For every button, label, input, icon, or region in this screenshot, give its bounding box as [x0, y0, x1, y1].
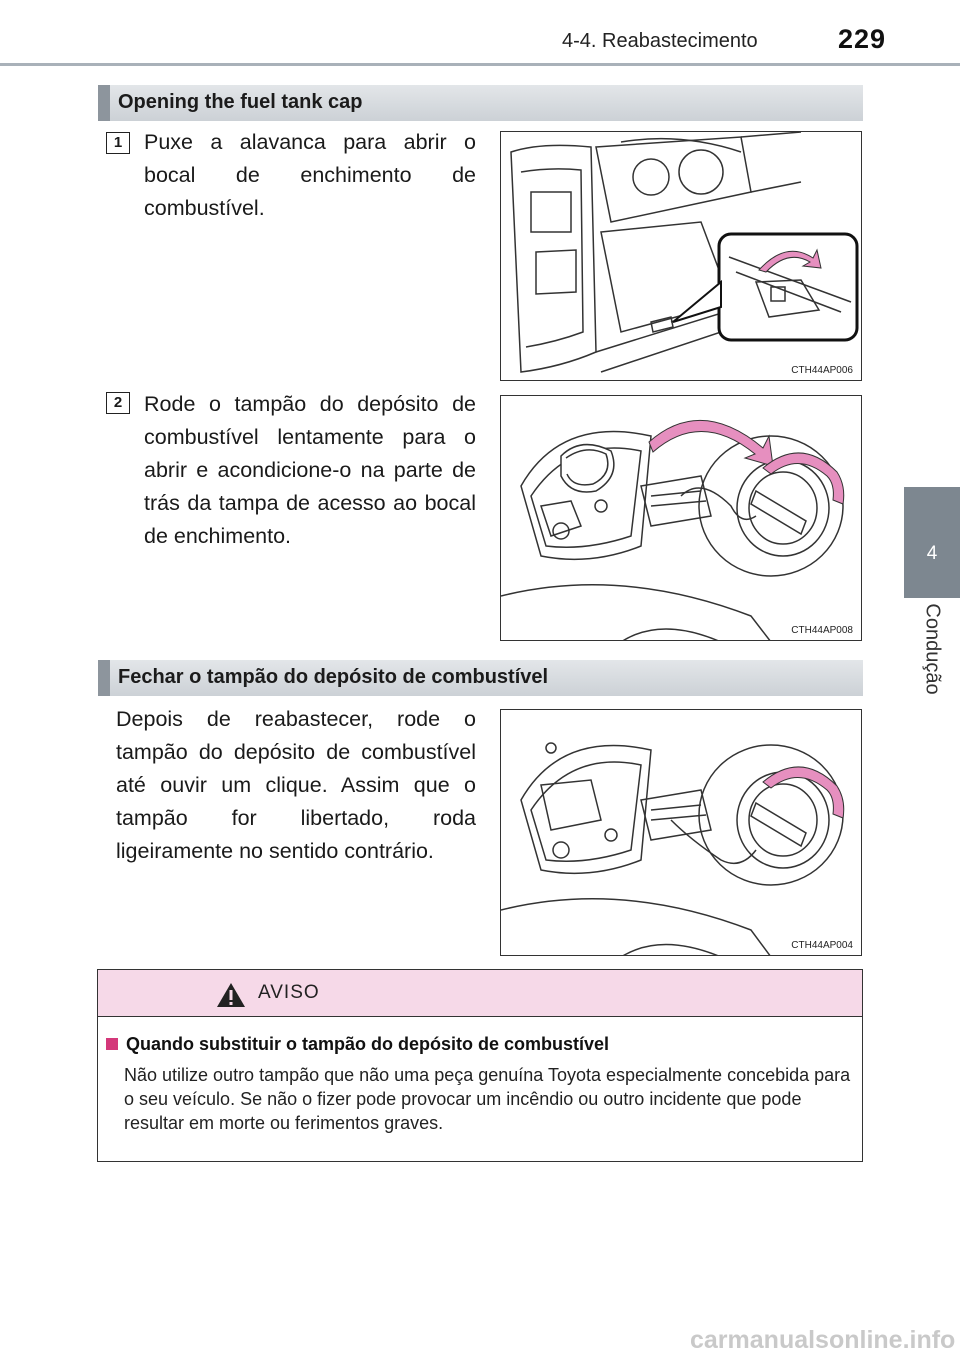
step-2-text: Rode o tampão do depósito de combustível lentamente para o abrir e acondicione-o na parte de trás da tampa de acesso ao bocal de enchimento. [144, 392, 476, 548]
warning-title: AVISO [258, 982, 320, 1003]
step-number-badge: 1 [106, 132, 130, 154]
section-heading-text: Opening the fuel tank cap [118, 91, 363, 113]
chapter-tab [904, 487, 960, 598]
bullet-square-icon [106, 1038, 118, 1050]
warning-header [98, 970, 862, 1017]
page-number: 229 [838, 24, 887, 54]
warning-box [97, 969, 863, 1162]
warning-triangle-icon [215, 981, 247, 1009]
watermark: carmanualsonline.info [690, 1326, 956, 1354]
header-section-title: 4-4. Reabastecimento [562, 30, 758, 52]
chapter-label [907, 604, 957, 694]
step-1-text: Puxe a alavanca para abrir o bocal de enchimento de combustível. [144, 130, 476, 220]
figure-fuel-cap-close [500, 709, 862, 956]
figure-code: CTH44AP008 [791, 625, 853, 636]
warning-subheading [106, 1034, 609, 1055]
car-interior-illustration [501, 132, 862, 381]
fuel-cap-closing-illustration [501, 710, 862, 956]
warning-text: Não utilize outro tampão que não uma peça genuína Toyota especialmente concebida para o seu veículo. Se não o fizer pode provocar um incêndio ou outro incidente que pode resultar em morte ou ferimentos graves. [124, 1065, 851, 1133]
section-heading-text: Fechar o tampão do depósito de combustível [118, 666, 549, 688]
header-rule [0, 63, 960, 66]
section-heading-opening [98, 85, 863, 121]
figure-code: CTH44AP004 [791, 940, 853, 951]
chapter-number: 4 [926, 543, 938, 564]
warning-subheading-text: Quando substituir o tampão do depósito de combustível [126, 1034, 610, 1054]
fuel-cap-removal-illustration [501, 396, 862, 641]
chapter-title: Condução [921, 603, 944, 695]
figure-code: CTH44AP006 [791, 365, 853, 376]
closing-text: Depois de reabastecer, rode o tampão do depósito de combustível até ouvir um clique. Assim que o tampão for libertado, roda ligeiramente no sentido contrário. [116, 707, 476, 863]
section-heading-closing [98, 660, 863, 696]
figure-fuel-lever [500, 131, 862, 381]
step-number-badge: 2 [106, 392, 130, 414]
figure-fuel-cap-open [500, 395, 862, 641]
